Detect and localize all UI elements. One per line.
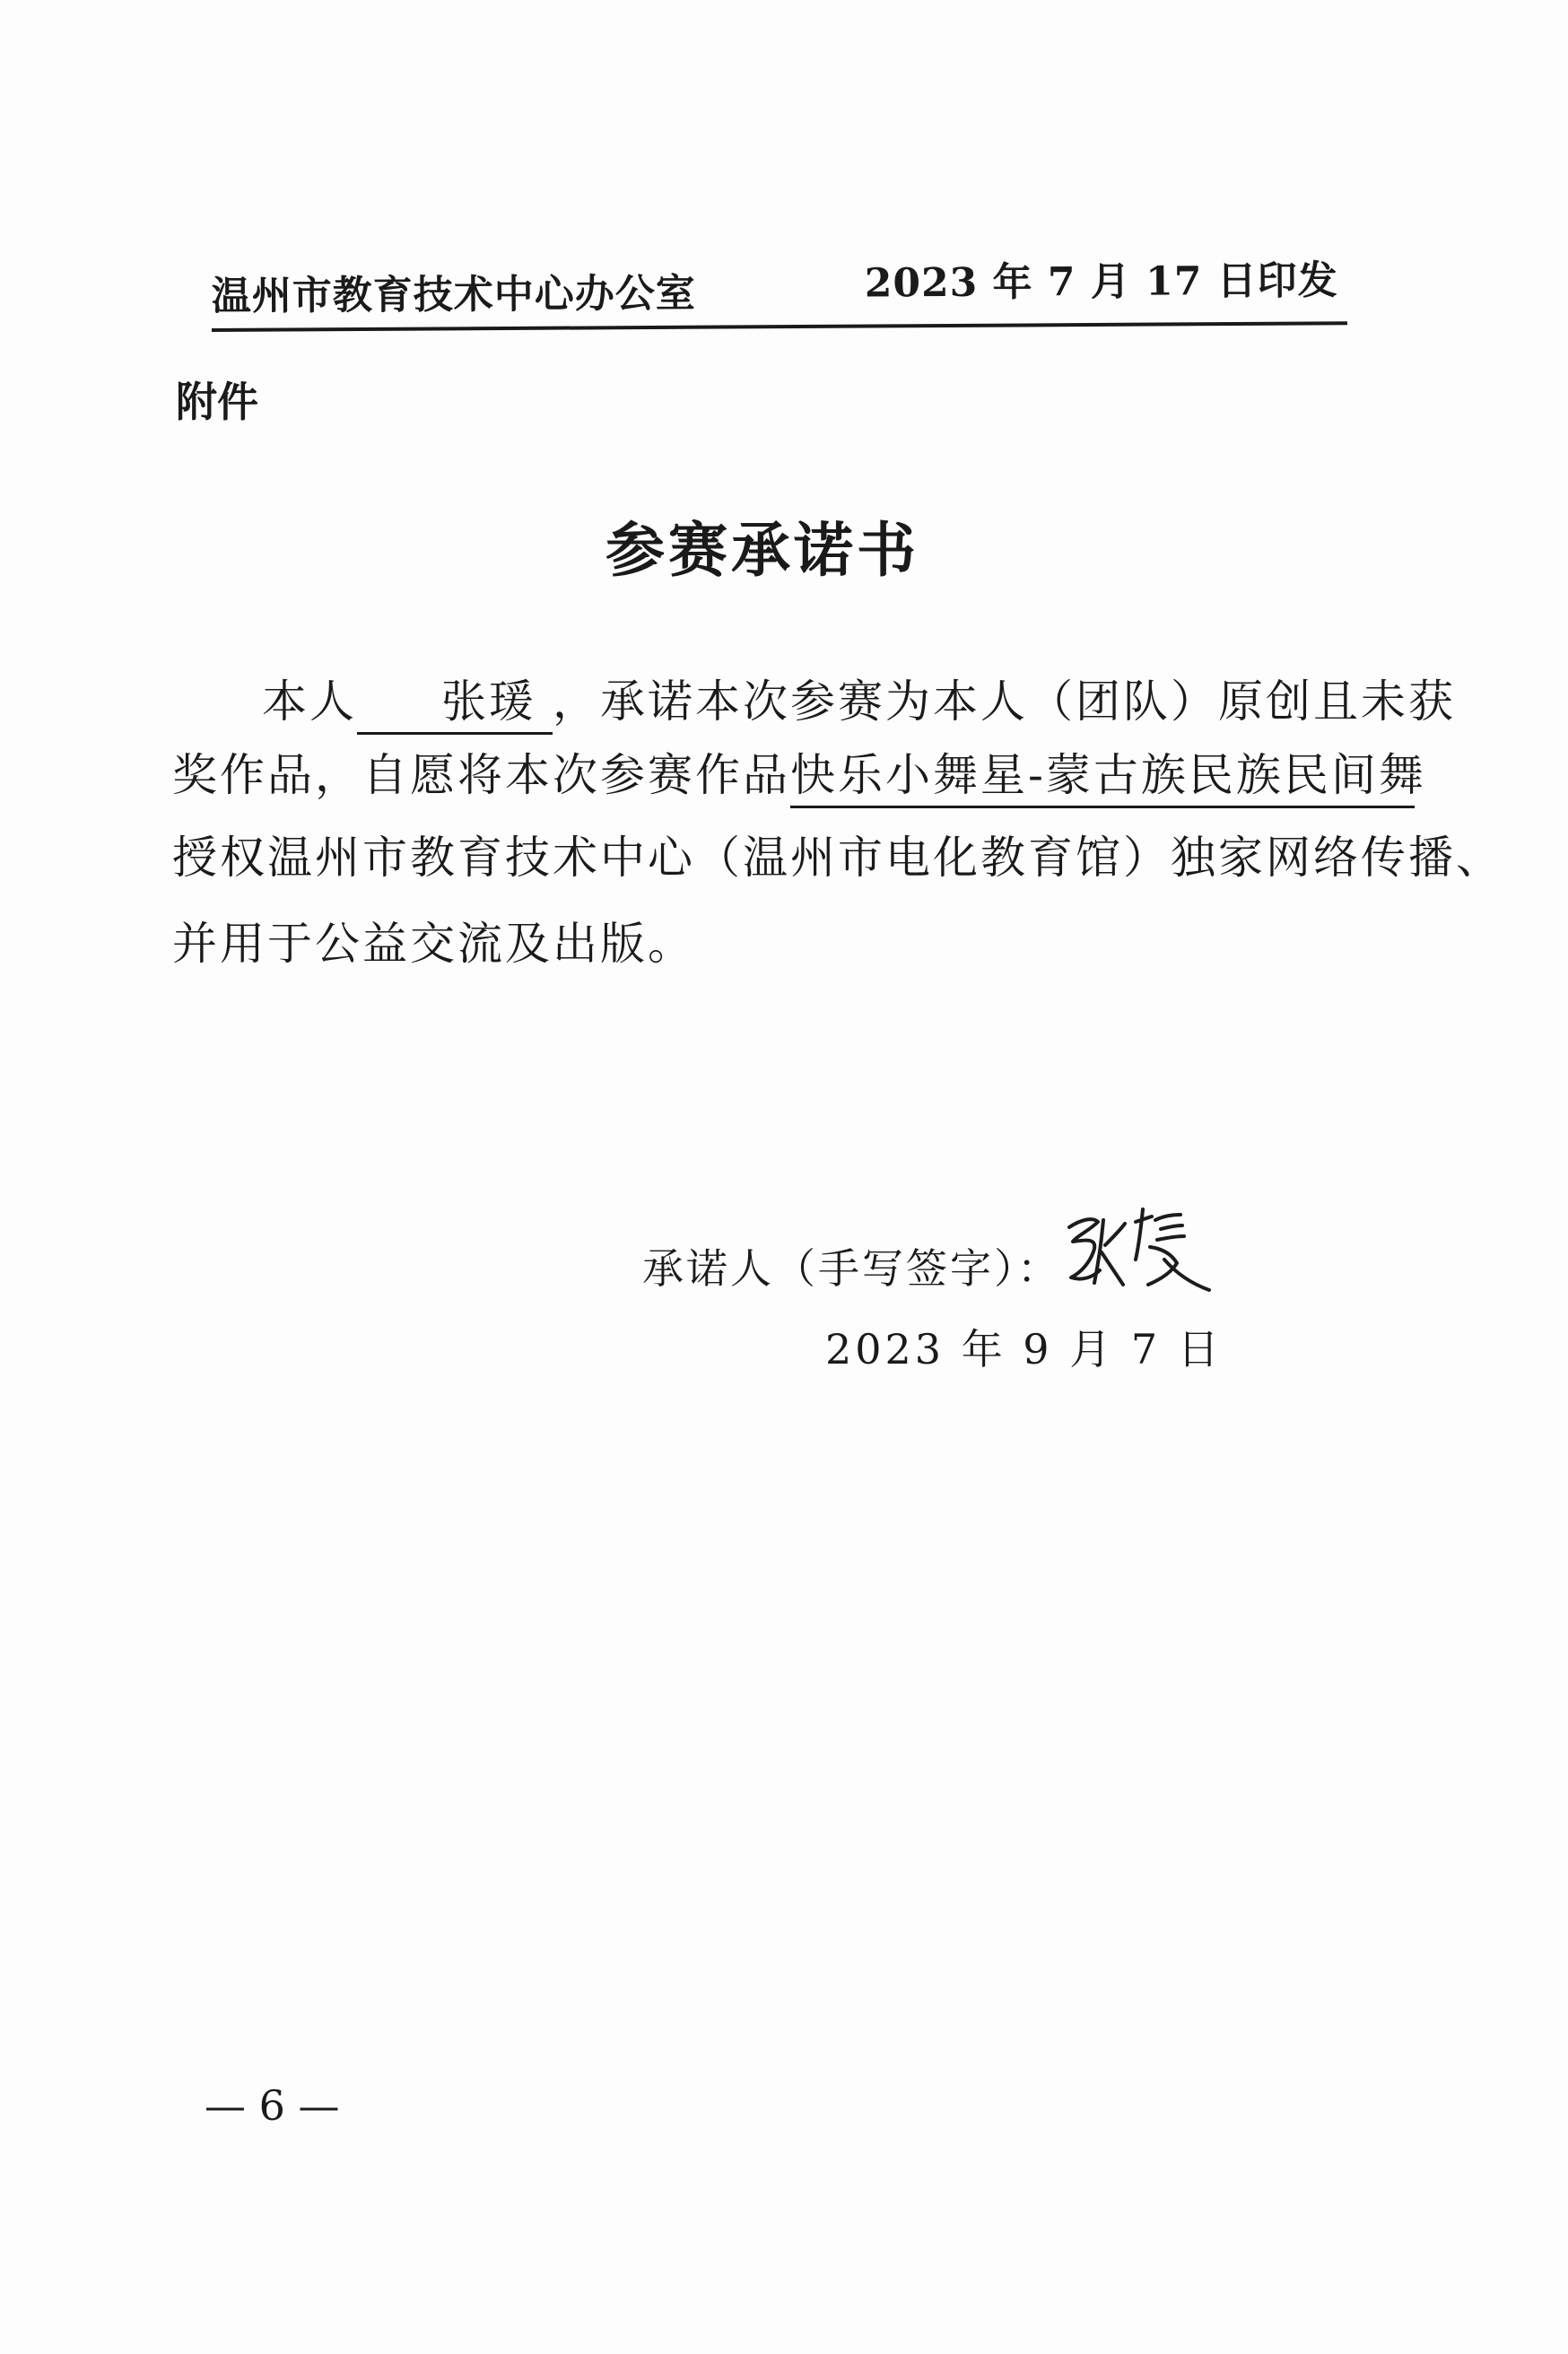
issue-date: 2023 年 7 月 17 日印发 (864, 257, 1338, 307)
body-line-2 (172, 739, 1426, 808)
body-line-1 (262, 666, 1456, 735)
handwritten-signature (1050, 1184, 1220, 1319)
issuance-header (211, 257, 1347, 332)
document-title: 参赛承诺书 (605, 516, 919, 585)
page-number: — 6 — (205, 2081, 340, 2130)
header-rule (212, 321, 1347, 332)
signer-label: 承诺人（手写签字）： (642, 1244, 1061, 1293)
issuing-office: 温州市教育技术中心办公室 (211, 270, 696, 320)
line2-prefix: 奖作品，自愿将本次参赛作品 (172, 749, 790, 801)
participant-name-field: 张瑗 (357, 674, 553, 735)
body-line-3: 授权温州市教育技术中心（温州市电化教育馆）独家网络传播、 (172, 832, 1503, 884)
line1-suffix: ，承诺本次参赛为本人（团队）原创且未获 (553, 676, 1456, 728)
signature-date: 2023 年 9 月 7 日 (825, 1325, 1223, 1373)
line1-prefix: 本人 (262, 676, 357, 728)
attachment-label: 附件 (176, 378, 258, 426)
work-title-field: 快乐小舞星-蒙古族民族民间舞 (790, 747, 1415, 808)
body-line-4: 并用于公益交流及出版。 (172, 918, 695, 970)
